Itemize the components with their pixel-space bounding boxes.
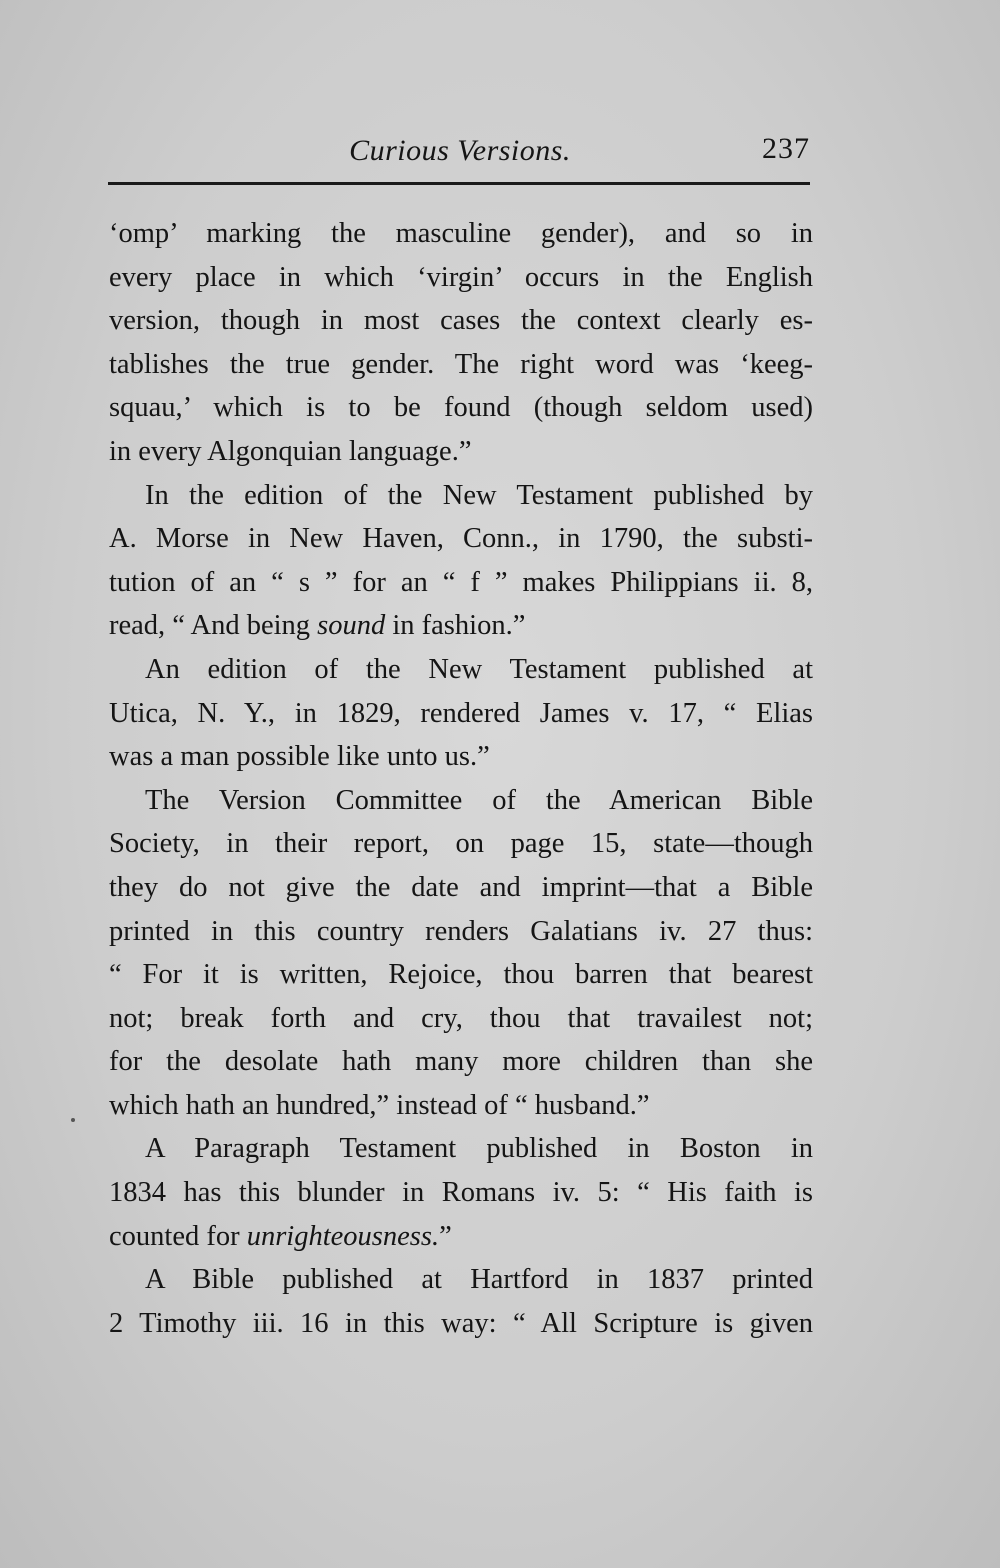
paragraph-4 [109, 779, 813, 1128]
text-line: A Paragraph Testament published in Boston in [145, 1133, 813, 1165]
text-line: 2 Timothy iii. 16 in this way: “ All Scripture is given [109, 1307, 813, 1339]
running-title: Curious Versions. [349, 134, 571, 167]
italic-word: sound [317, 610, 386, 642]
paragraph-6 [109, 1258, 813, 1345]
paragraph-5 [109, 1127, 813, 1258]
text-line: version, though in most cases the context clearly es- [109, 305, 813, 337]
text-line: printed in this country renders Galatians iv. 27 thus: [109, 915, 813, 947]
text-line: every place in which ‘virgin’ occurs in the English [109, 261, 813, 293]
paragraph-1 [109, 212, 813, 474]
ink-speck [71, 1118, 75, 1122]
text-line: “ For it is written, Rejoice, thou barren that bearest [109, 959, 813, 991]
text-line: In the edition of the New Testament published by [145, 479, 813, 511]
text-line: was a man possible like unto us.” [109, 741, 490, 773]
text-line: tablishes the true gender. The right word was ‘keeg- [109, 348, 813, 380]
text-line: A Bible published at Hartford in 1837 printed [145, 1264, 813, 1296]
body-text [109, 212, 813, 1345]
text-line: for the desolate hath many more children than she [109, 1046, 813, 1078]
header-rule [108, 182, 810, 185]
text-line: they do not give the date and imprint—that a Bible [109, 871, 813, 903]
text-line: Society, in their report, on page 15, state—though [109, 828, 813, 860]
text-line: in every Algonquian language.” [109, 435, 472, 467]
text-line: An edition of the New Testament published at [145, 653, 813, 685]
running-head [108, 128, 812, 176]
text-line: ‘omp’ marking the masculine gender), and so in [109, 218, 813, 249]
text-line: 1834 has this blunder in Romans iv. 5: “ His faith is [109, 1177, 813, 1209]
text-line: The Version Committee of the American Bible [145, 784, 813, 816]
text-line: which hath an hundred,” instead of “ husband.” [109, 1089, 650, 1121]
text-line: squau,’ which is to be found (though seldom used) [109, 392, 813, 424]
text-line: not; break forth and cry, thou that travailest not; [109, 1002, 813, 1034]
text-line: A. Morse in New Haven, Conn., in 1790, the substi- [109, 523, 813, 555]
text-line: Utica, N. Y., in 1829, rendered James v. 17, “ Elias [109, 697, 813, 729]
paragraph-3 [109, 648, 813, 779]
paragraph-2 [109, 474, 813, 648]
text-line-with-italic: counted for unrighteousness.” [109, 1220, 452, 1252]
italic-word: unrighteousness. [246, 1220, 440, 1252]
text-line-with-italic: read, “ And being sound in fashion.” [109, 610, 526, 642]
text-line: tution of an “ s ” for an “ f ” makes Philippians ii. 8, [109, 566, 813, 598]
page-number: 237 [762, 132, 810, 165]
